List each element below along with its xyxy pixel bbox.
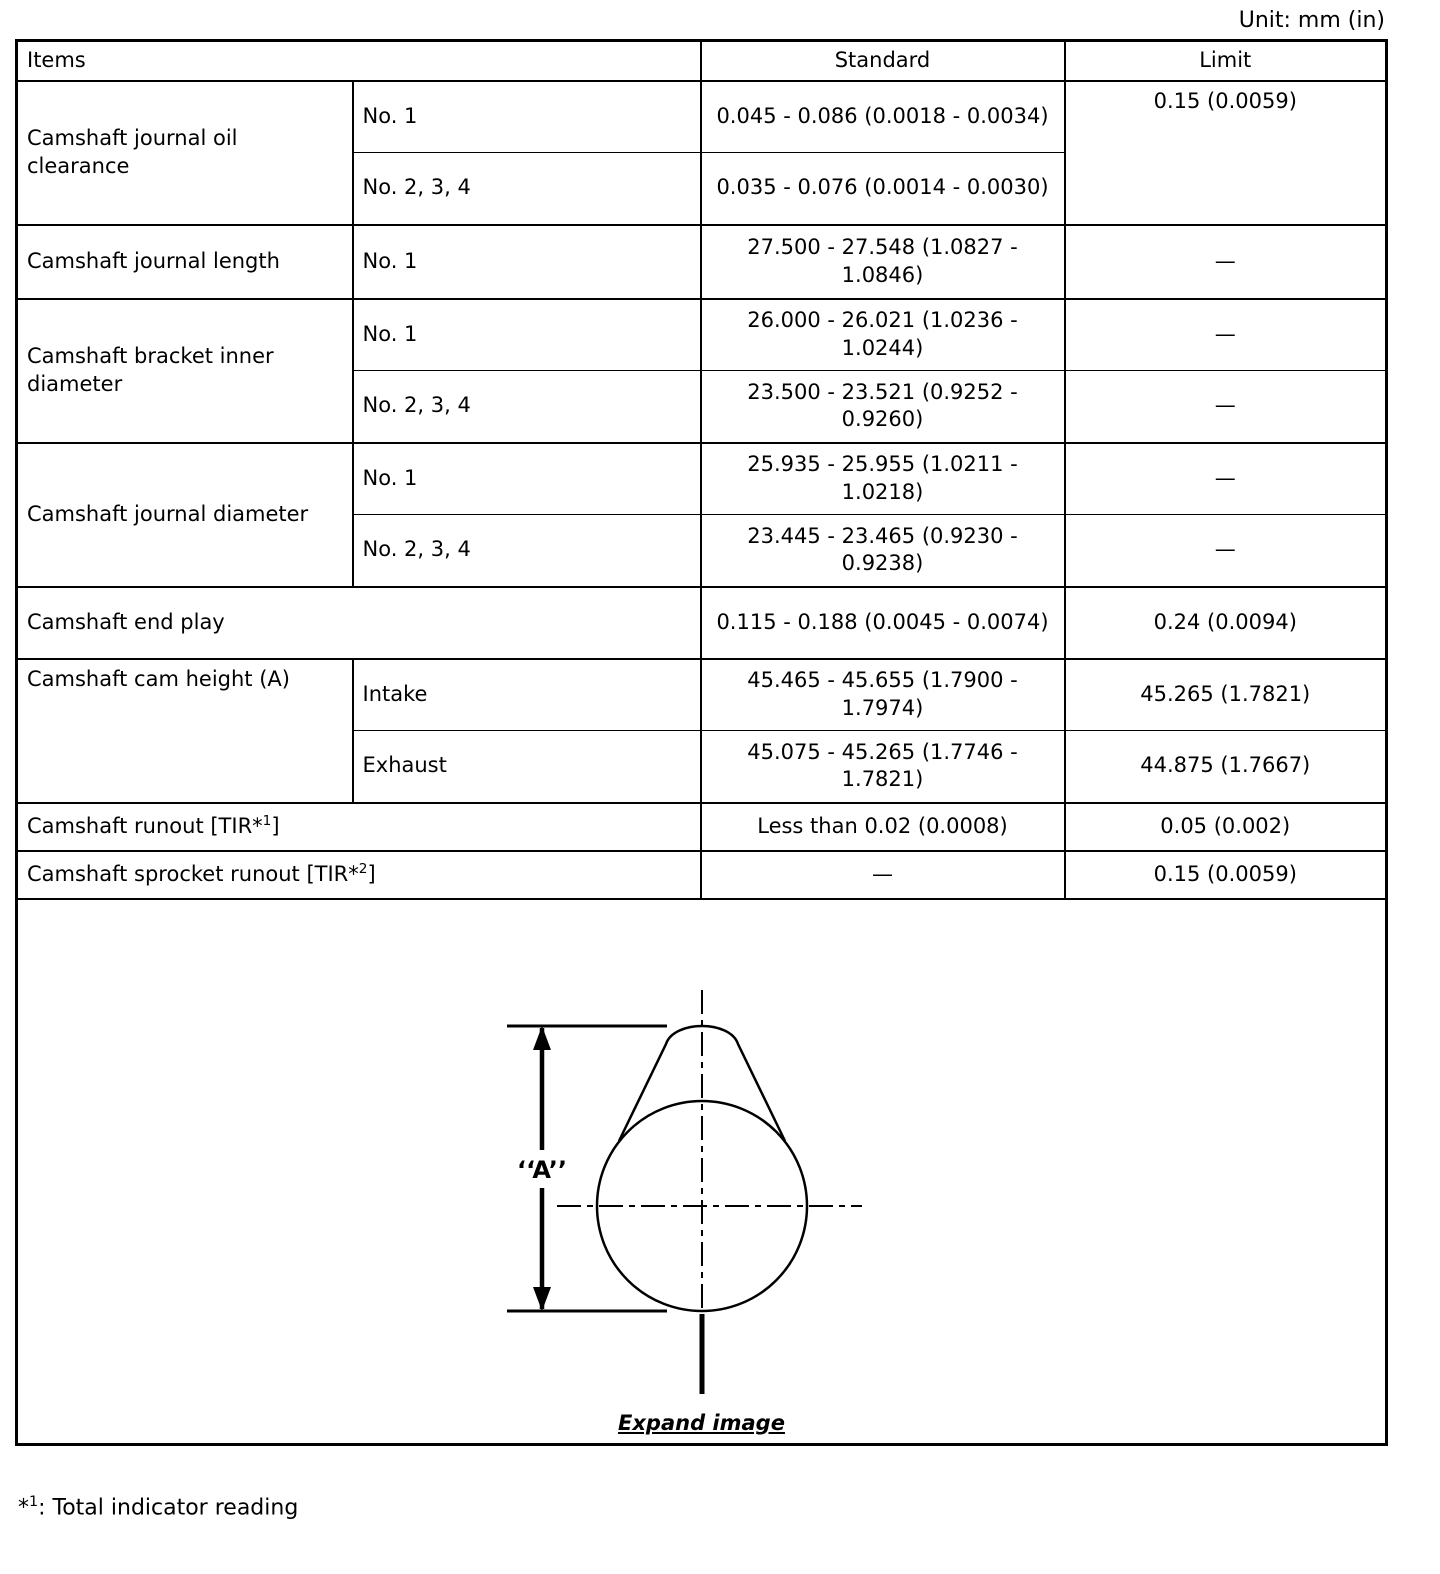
cam-height-limit2: 44.875 (1.7667) <box>1065 731 1387 803</box>
oil-clearance-std1: 0.045 - 0.086 (0.0018 - 0.0034) <box>701 81 1065 153</box>
cam-height-limit1: 45.265 (1.7821) <box>1065 659 1387 731</box>
runout-footnote-marker: 1 <box>262 813 272 830</box>
journal-diameter-sub1: No. 1 <box>353 443 701 515</box>
unit-label: Unit: mm (in) <box>1238 8 1385 33</box>
row-sprocket-runout <box>17 851 1387 899</box>
header-row <box>17 41 1387 81</box>
expand-image-link[interactable]: Expand image <box>618 1410 785 1435</box>
bracket-diameter-sub2: No. 2, 3, 4 <box>353 371 701 443</box>
oil-clearance-std2: 0.035 - 0.076 (0.0014 - 0.0030) <box>701 153 1065 225</box>
col-header-items: Items <box>17 41 701 81</box>
footnote-tir <box>18 1494 1420 1520</box>
journal-diameter-std2: 23.445 - 23.465 (0.9230 - 0.9238) <box>701 515 1065 587</box>
runout-limit: 0.05 (0.002) <box>1065 803 1387 851</box>
journal-diameter-std1: 25.935 - 25.955 (1.0211 - 1.0218) <box>701 443 1065 515</box>
journal-diameter-limit1: — <box>1065 443 1387 515</box>
oil-clearance-limit: 0.15 (0.0059) <box>1065 81 1387 225</box>
end-play-std: 0.115 - 0.188 (0.0045 - 0.0074) <box>701 587 1065 659</box>
bracket-diameter-limit2: — <box>1065 371 1387 443</box>
row-end-play <box>17 587 1387 659</box>
dimension-arrow-down <box>533 1287 551 1311</box>
row-runout <box>17 803 1387 851</box>
camshaft-spec-table <box>15 39 1388 1446</box>
journal-length-std1: 27.500 - 27.548 (1.0827 - 1.0846) <box>701 225 1065 299</box>
sprocket-runout-std: — <box>701 851 1065 899</box>
end-play-limit: 0.24 (0.0094) <box>1065 587 1387 659</box>
bracket-diameter-limit1: — <box>1065 299 1387 371</box>
cam-height-item: Camshaft cam height (A) <box>17 659 353 803</box>
sprocket-runout-item-bracket: ] <box>367 862 376 887</box>
row-journal-length <box>17 225 1387 299</box>
runout-item-bracket: ] <box>271 814 280 839</box>
oil-clearance-sub1: No. 1 <box>353 81 701 153</box>
sprocket-runout-limit: 0.15 (0.0059) <box>1065 851 1387 899</box>
dimension-label: ‘‘A’’ <box>516 1155 567 1184</box>
bracket-diameter-item: Camshaft bracket inner diameter <box>17 299 353 443</box>
journal-length-limit: — <box>1065 225 1387 299</box>
runout-std: Less than 0.02 (0.0008) <box>701 803 1065 851</box>
row-cam-height-1 <box>17 659 1387 731</box>
diagram-cell <box>17 899 1387 1445</box>
col-header-standard: Standard <box>701 41 1065 81</box>
cam-height-std2: 45.075 - 45.265 (1.7746 - 1.7821) <box>701 731 1065 803</box>
journal-diameter-limit2: — <box>1065 515 1387 587</box>
footnote-text: : Total indicator reading <box>38 1495 299 1521</box>
runout-item <box>17 803 701 851</box>
journal-length-item: Camshaft journal length <box>17 225 353 299</box>
cam-height-sub2: Exhaust <box>353 731 701 803</box>
footnote-star: * <box>18 1495 29 1521</box>
sprocket-runout-item-text: Camshaft sprocket runout [TIR* <box>27 862 359 887</box>
end-play-item: Camshaft end play <box>17 587 701 659</box>
oil-clearance-item: Camshaft journal oil clearance <box>17 81 353 225</box>
diagram-row <box>17 899 1387 1445</box>
cam-height-sub1: Intake <box>353 659 701 731</box>
footnote-sup: 1 <box>29 1494 39 1511</box>
row-journal-diameter-1 <box>17 443 1387 515</box>
journal-diameter-item: Camshaft journal diameter <box>17 443 353 587</box>
bracket-diameter-std1: 26.000 - 26.021 (1.0236 - 1.0244) <box>701 299 1065 371</box>
col-header-limit: Limit <box>1065 41 1387 81</box>
bracket-diameter-std2: 23.500 - 23.521 (0.9252 - 0.9260) <box>701 371 1065 443</box>
bracket-diameter-sub1: No. 1 <box>353 299 701 371</box>
oil-clearance-sub2: No. 2, 3, 4 <box>353 153 701 225</box>
sprocket-runout-footnote-marker: 2 <box>358 861 368 878</box>
cam-height-figure <box>322 906 1082 1438</box>
cam-profile-diagram <box>322 906 1082 1406</box>
sprocket-runout-item <box>17 851 701 899</box>
journal-length-sub1: No. 1 <box>353 225 701 299</box>
dimension-arrow-up <box>533 1026 551 1050</box>
runout-item-text: Camshaft runout [TIR* <box>27 814 263 839</box>
cam-height-std1: 45.465 - 45.655 (1.7900 - 1.7974) <box>701 659 1065 731</box>
row-bracket-diameter-1 <box>17 299 1387 371</box>
journal-diameter-sub2: No. 2, 3, 4 <box>353 515 701 587</box>
row-oil-clearance-1 <box>17 81 1387 153</box>
expand-image-wrap <box>322 1410 1082 1438</box>
